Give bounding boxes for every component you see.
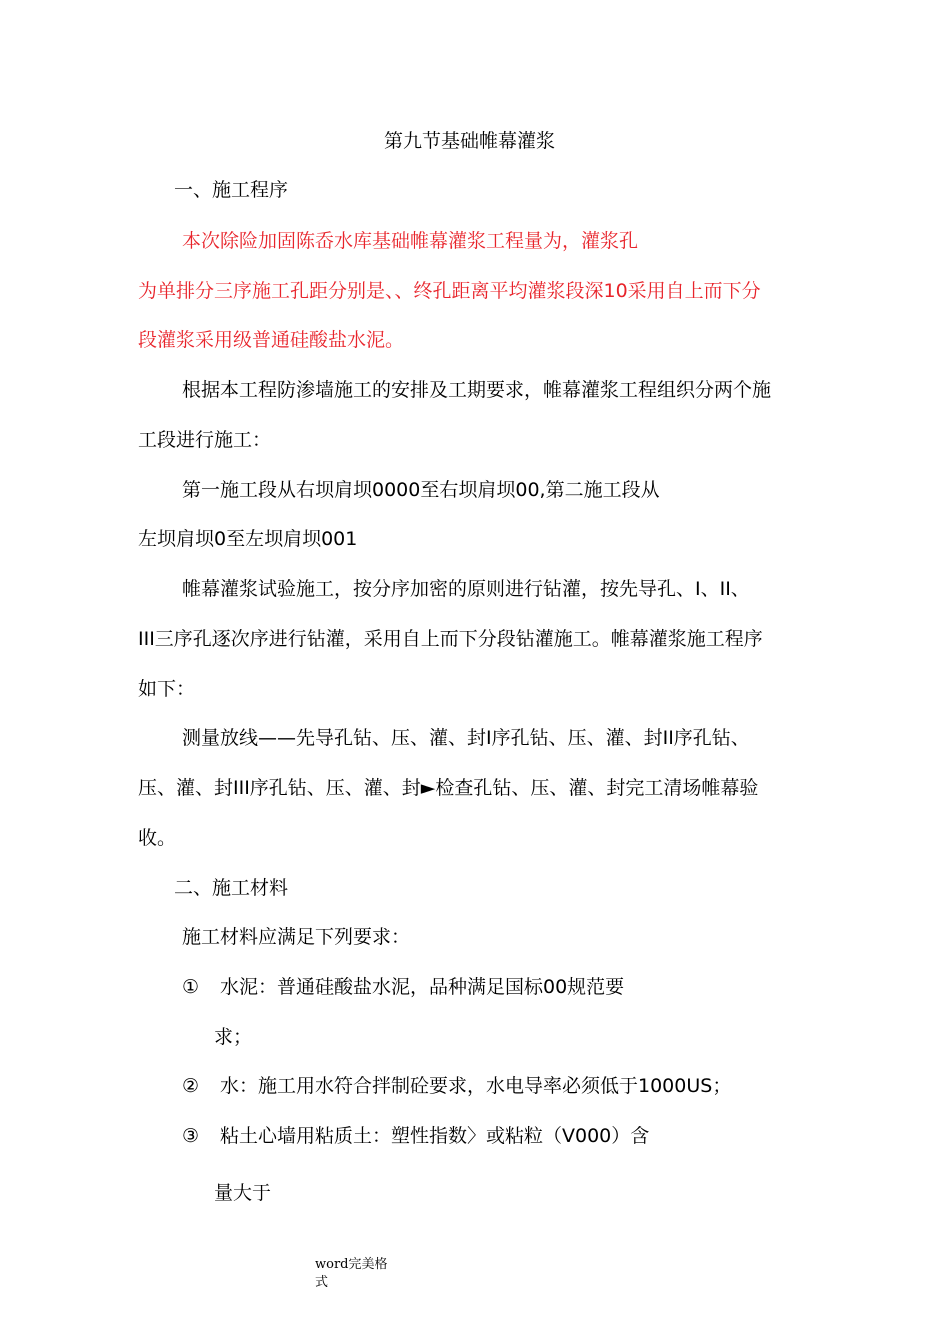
list-item-text: 水：施工用水符合拌制砼要求，水电导率必须低于1000US； [220,1075,732,1097]
footer-line: 式 [315,1275,329,1290]
section-heading-construction-materials: 二、施工材料 [174,877,289,899]
red-paragraph-line: 段灌浆采用级普通硅酸盐水泥。 [138,329,405,351]
red-paragraph-line: 为单排分三序施工孔距分别是、、终孔距离平均灌浆段深10采用自上而下分 [138,280,761,302]
red-paragraph-line: 本次除险加固陈岙水库基础帷幕灌浆工程量为，灌浆孔 [182,230,639,252]
page-title: 第九节基础帷幕灌浆 [384,130,556,152]
paragraph-line: 根据本工程防渗墙施工的安排及工期要求，帷幕灌浆工程组织分两个施 [182,379,772,401]
list-marker: ③ [182,1125,200,1147]
list-item-text: 水泥：普通硅酸盐水泥，品种满足国标00规范要 [220,976,625,998]
paragraph-line: 如下： [138,678,196,700]
list-item-text: 量大于 [214,1182,272,1204]
paragraph-line: 压、灌、封III序孔钻、压、灌、封►检查孔钻、压、灌、封完工清场帷幕验 [138,777,759,799]
footer-line: word完美格 [315,1257,388,1272]
paragraph-line: 左坝肩坝0至左坝肩坝001 [138,528,358,550]
paragraph-line: 工段进行施工： [138,429,272,451]
paragraph-line: 收。 [138,827,177,849]
materials-intro: 施工材料应满足下列要求： [182,926,411,948]
list-item-text: 求； [214,1026,253,1048]
paragraph-line: III三序孔逐次序进行钻灌，采用自上而下分段钻灌施工。帷幕灌浆施工程序 [138,628,763,650]
list-marker: ① [182,976,200,998]
list-item-text: 粘土心墙用粘质土：塑性指数〉或粘粒（V000）含 [220,1125,650,1147]
section-heading-construction-procedure: 一、施工程序 [174,179,289,201]
paragraph-line: 第一施工段从右坝肩坝0000至右坝肩坝00,第二施工段从 [182,479,660,501]
list-marker: ② [182,1075,200,1097]
paragraph-line: 测量放线——先导孔钻、压、灌、封Ⅰ序孔钻、压、灌、封ⅠⅠ序孔钻、 [182,727,750,749]
paragraph-line: 帷幕灌浆试验施工，按分序加密的原则进行钻灌，按先导孔、Ⅰ、II、 [182,578,750,600]
